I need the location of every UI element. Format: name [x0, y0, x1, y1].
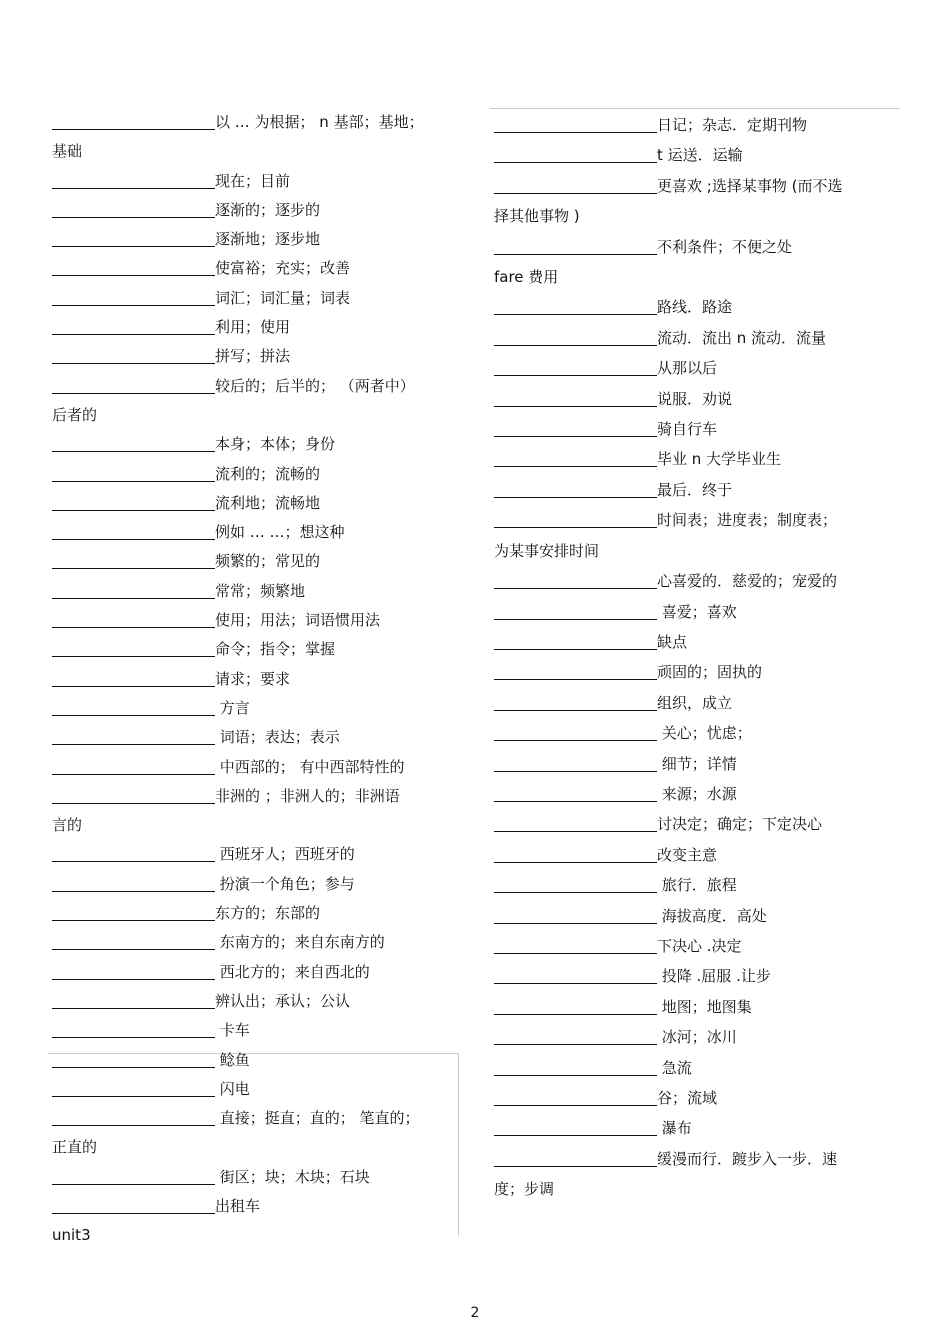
vocab-entry: [494, 809, 894, 839]
vocab-entry: [52, 225, 452, 254]
definition-text: 流利的；流畅的: [215, 464, 321, 483]
answer-blank[interactable]: [494, 357, 657, 376]
vocab-entry: [494, 1053, 894, 1083]
definition-text: 细节；详情: [657, 754, 737, 773]
definition-text: fare 费用: [494, 268, 559, 287]
definition-text: 逐渐地；逐步地: [215, 230, 321, 249]
answer-blank[interactable]: [494, 388, 657, 407]
answer-blank[interactable]: [52, 1107, 215, 1126]
vocab-entry: [52, 372, 452, 401]
vocab-entry: [494, 323, 894, 353]
definition-text: 词语；表达；表示: [215, 728, 340, 747]
vocab-entry: [494, 1144, 894, 1174]
vocab-entry: [494, 353, 894, 383]
vocab-entry: [52, 342, 452, 371]
answer-blank[interactable]: [52, 961, 215, 980]
definition-text: 西北方的；来自西北的: [215, 962, 370, 981]
definition-text: unit3: [52, 1226, 91, 1245]
answer-blank[interactable]: [52, 199, 215, 218]
definition-text: 从那以后: [657, 359, 718, 378]
answer-blank[interactable]: [494, 874, 657, 893]
vocab-entry: [52, 1192, 452, 1221]
answer-blank[interactable]: [494, 327, 657, 346]
answer-blank[interactable]: [52, 375, 215, 394]
vocab-entry: [52, 284, 452, 313]
vocab-entry: [52, 665, 452, 694]
definition-text: 择其他事物 ): [494, 207, 580, 226]
answer-blank[interactable]: [52, 1019, 215, 1038]
vocab-entry: [494, 262, 894, 292]
answer-blank[interactable]: [52, 287, 215, 306]
definition-text: 流利地；流畅地: [215, 493, 321, 512]
vocab-entry: [52, 811, 452, 840]
answer-blank[interactable]: [52, 550, 215, 569]
definition-text: 急流: [657, 1058, 692, 1077]
definition-text: 下决心 .决定: [657, 936, 742, 955]
definition-text: 不利条件；不便之处: [657, 237, 793, 256]
answer-blank[interactable]: [52, 726, 215, 745]
answer-blank[interactable]: [52, 1049, 215, 1068]
answer-blank[interactable]: [52, 228, 215, 247]
definition-text: 直接；挺直；直的； 笔直的；: [215, 1109, 420, 1128]
definition-text: 心喜爱的．慈爱的；宠爱的: [657, 572, 838, 591]
vocab-entry: [494, 1113, 894, 1143]
definition-text: 词汇；词汇量；词表: [215, 288, 351, 307]
answer-blank[interactable]: [52, 463, 215, 482]
definition-text: 骑自行车: [657, 420, 718, 439]
vocab-entry: [494, 597, 894, 627]
answer-blank[interactable]: [52, 638, 215, 657]
answer-blank[interactable]: [494, 905, 657, 924]
vocab-entry: [494, 1083, 894, 1113]
vocab-entry: [494, 414, 894, 444]
vocab-entry: [494, 779, 894, 809]
right-vocab-column: [494, 110, 894, 1205]
answer-blank[interactable]: [52, 902, 215, 921]
vocab-entry: [494, 505, 894, 535]
answer-blank[interactable]: [494, 175, 657, 194]
answer-blank[interactable]: [494, 813, 657, 832]
answer-blank[interactable]: [52, 990, 215, 1009]
definition-text: 冰河；冰川: [657, 1028, 737, 1047]
definition-text: 日记；杂志．定期刊物: [657, 116, 808, 134]
vocab-entry: [494, 110, 894, 140]
answer-blank[interactable]: [494, 296, 657, 315]
vocab-entry: [494, 718, 894, 748]
vocab-entry: [52, 313, 452, 342]
definition-text: 拼写；拼法: [215, 347, 291, 366]
answer-blank[interactable]: [494, 935, 657, 954]
vocab-entry: [52, 1104, 452, 1133]
vocab-entry: [494, 840, 894, 870]
definition-text: 闪电: [215, 1079, 250, 1098]
answer-blank[interactable]: [494, 1087, 657, 1106]
vocab-entry: [52, 899, 452, 928]
definition-text: 说服．劝说: [657, 389, 733, 408]
definition-text: 为某事安排时间: [494, 541, 600, 560]
answer-blank[interactable]: [52, 111, 215, 130]
definition-text: 度；步调: [494, 1180, 555, 1199]
vocab-entry: [52, 518, 452, 547]
definition-text: 利用；使用: [215, 318, 291, 337]
definition-text: 最后．终于: [657, 480, 733, 499]
answer-blank[interactable]: [494, 509, 657, 528]
definition-text: 较后的；后半的； （两者中）: [215, 376, 415, 395]
answer-blank[interactable]: [52, 931, 215, 950]
definition-text: 扮演一个角色；参与: [215, 874, 355, 893]
definition-text: 投降 .屈服 .让步: [657, 967, 771, 986]
definition-text: 请求；要求: [215, 669, 291, 688]
answer-blank[interactable]: [494, 114, 657, 133]
answer-blank[interactable]: [52, 316, 215, 335]
answer-blank[interactable]: [52, 580, 215, 599]
answer-blank[interactable]: [52, 873, 215, 892]
answer-blank[interactable]: [494, 418, 657, 437]
definition-text: 辨认出；承认；公认: [215, 991, 351, 1010]
definition-text: 正直的: [52, 1138, 98, 1157]
answer-blank[interactable]: [494, 844, 657, 863]
vocab-entry: [52, 401, 452, 430]
vocab-entry: [494, 627, 894, 657]
definition-text: 缓漫而行．踱步入一步．速: [657, 1149, 838, 1168]
definition-text: 讨决定；确定；下定决心: [657, 815, 823, 834]
answer-blank[interactable]: [494, 1117, 657, 1136]
definition-text: 海拔高度．高处: [657, 906, 767, 925]
answer-blank[interactable]: [52, 433, 215, 452]
definition-text: 喜爱；喜欢: [657, 602, 737, 621]
answer-blank[interactable]: [52, 609, 215, 628]
answer-blank[interactable]: [494, 1057, 657, 1076]
definition-text: 东方的；东部的: [215, 904, 321, 923]
answer-blank[interactable]: [52, 1166, 215, 1185]
definition-text: 西班牙人；西班牙的: [215, 845, 355, 864]
vocab-entry: [494, 688, 894, 718]
vocab-entry: [494, 536, 894, 566]
vocab-entry: [494, 992, 894, 1022]
vocab-entry: [494, 1022, 894, 1052]
definition-text: 常常；频繁地: [215, 581, 306, 600]
definition-text: 毕业 n 大学毕业生: [657, 450, 782, 469]
answer-blank[interactable]: [494, 1026, 657, 1045]
definition-text: 来源；水源: [657, 784, 737, 803]
vocab-entry: [494, 1174, 894, 1204]
answer-blank[interactable]: [52, 1195, 215, 1214]
vocab-entry: [494, 292, 894, 322]
vocab-entry: [52, 782, 452, 811]
vocab-entry: [52, 196, 452, 225]
vocab-entry: [52, 489, 452, 518]
vocab-entry: [52, 1133, 452, 1162]
definition-text: 东南方的；来自东南方的: [215, 933, 385, 952]
definition-text: 本身；本体；身份: [215, 435, 336, 454]
answer-blank[interactable]: [494, 722, 657, 741]
vocab-entry: [494, 931, 894, 961]
top-rule: [490, 108, 900, 109]
vocab-entry: [52, 108, 452, 137]
answer-blank[interactable]: [494, 661, 657, 680]
answer-blank[interactable]: [494, 783, 657, 802]
definition-text: 逐渐的；逐步的: [215, 200, 321, 219]
vocab-entry: [494, 961, 894, 991]
vocab-entry: [52, 987, 452, 1016]
answer-blank[interactable]: [52, 843, 215, 862]
vocab-entry: [52, 723, 452, 752]
answer-blank[interactable]: [494, 631, 657, 650]
vocab-entry: [494, 901, 894, 931]
answer-blank[interactable]: [52, 756, 215, 775]
vocab-entry: [52, 606, 452, 635]
answer-blank[interactable]: [52, 697, 215, 716]
vocab-entry: [52, 460, 452, 489]
definition-text: 街区；块；木块；石块: [215, 1167, 370, 1186]
definition-text: 瀑布: [657, 1119, 692, 1138]
answer-blank[interactable]: [52, 345, 215, 364]
vocab-entry: [52, 1163, 452, 1192]
vocab-entry: [52, 753, 452, 782]
definition-text: 旅行．旅程: [657, 876, 737, 895]
vocab-entry: [494, 232, 894, 262]
vocab-entry: [52, 430, 452, 459]
vocab-entry: [494, 201, 894, 231]
vocab-entry: [52, 1221, 452, 1250]
definition-text: 缺点: [657, 632, 688, 651]
vocab-entry: [52, 928, 452, 957]
answer-blank[interactable]: [52, 170, 215, 189]
vocab-entry: [494, 171, 894, 201]
definition-text: 基础: [52, 142, 83, 161]
definition-text: 后者的: [52, 405, 98, 424]
definition-text: 更喜欢 ;选择某事物 (而不选: [657, 176, 843, 195]
definition-text: 命令；指令；掌握: [215, 640, 336, 659]
vocab-entry: [52, 254, 452, 283]
vocab-entry: [494, 657, 894, 687]
definition-text: 以 … 为根据； n 基部；基地；: [215, 113, 424, 131]
definition-text: 使用；用法；词语惯用法: [215, 611, 381, 630]
answer-blank[interactable]: [494, 1148, 657, 1167]
definition-text: 改变主意: [657, 845, 718, 864]
definition-text: 地图；地图集: [657, 997, 752, 1016]
definition-text: t 运送．运输: [657, 146, 743, 165]
definition-text: 谷；流域: [657, 1089, 718, 1107]
vocab-entry: [52, 1075, 452, 1104]
answer-blank[interactable]: [52, 492, 215, 511]
vocab-entry: [52, 1016, 452, 1045]
answer-blank[interactable]: [494, 965, 657, 984]
definition-text: 现在；目前: [215, 171, 291, 190]
vocab-entry: [52, 1046, 452, 1075]
definition-text: 使富裕；充实；改善: [215, 259, 351, 278]
answer-blank[interactable]: [494, 753, 657, 772]
vocab-entry: [52, 167, 452, 196]
definition-text: 关心；忧虑；: [657, 724, 752, 743]
definition-text: 鲶鱼: [215, 1050, 250, 1069]
vocab-entry: [52, 870, 452, 899]
answer-blank[interactable]: [52, 668, 215, 687]
answer-blank[interactable]: [494, 570, 657, 589]
answer-blank[interactable]: [52, 1078, 215, 1097]
definition-text: 组织，成立: [657, 693, 733, 712]
vocab-entry: [52, 137, 452, 166]
page-number: 2: [470, 1305, 480, 1321]
vocab-entry: [52, 840, 452, 869]
vocab-entry: [52, 958, 452, 987]
definition-text: 出租车: [215, 1196, 261, 1215]
definition-text: 频繁的；常见的: [215, 552, 321, 571]
vocab-entry: [52, 694, 452, 723]
vocab-entry: [494, 140, 894, 170]
definition-text: 时间表；进度表；制度表；: [657, 511, 838, 530]
vocab-entry: [52, 577, 452, 606]
answer-blank[interactable]: [494, 996, 657, 1015]
vocab-entry: [494, 475, 894, 505]
vocab-entry: [494, 566, 894, 596]
vocab-entry: [494, 444, 894, 474]
definition-text: 路线．路途: [657, 298, 733, 317]
answer-blank[interactable]: [494, 479, 657, 498]
definition-text: 方言: [215, 698, 250, 717]
vocab-entry: [52, 547, 452, 576]
answer-blank[interactable]: [494, 236, 657, 255]
answer-blank[interactable]: [52, 257, 215, 276]
answer-blank[interactable]: [494, 601, 657, 620]
definition-text: 卡车: [215, 1021, 250, 1040]
answer-blank[interactable]: [494, 692, 657, 711]
definition-text: 顽固的；固执的: [657, 663, 763, 682]
answer-blank[interactable]: [52, 785, 215, 804]
answer-blank[interactable]: [494, 448, 657, 467]
definition-text: 中西部的； 有中西部特性的: [215, 757, 405, 776]
vocab-entry: [494, 384, 894, 414]
definition-text: 例如 … …；想这种: [215, 523, 345, 542]
answer-blank[interactable]: [494, 144, 657, 163]
answer-blank[interactable]: [52, 521, 215, 540]
definition-text: 言的: [52, 816, 83, 835]
definition-text: 流动．流出 n 流动．流量: [657, 328, 827, 347]
vocab-entry: [494, 749, 894, 779]
vocab-entry: [494, 870, 894, 900]
definition-text: 非洲的 ；非洲人的；非洲语: [215, 786, 400, 805]
left-vocab-column: [52, 108, 452, 1251]
vocab-entry: [52, 635, 452, 664]
